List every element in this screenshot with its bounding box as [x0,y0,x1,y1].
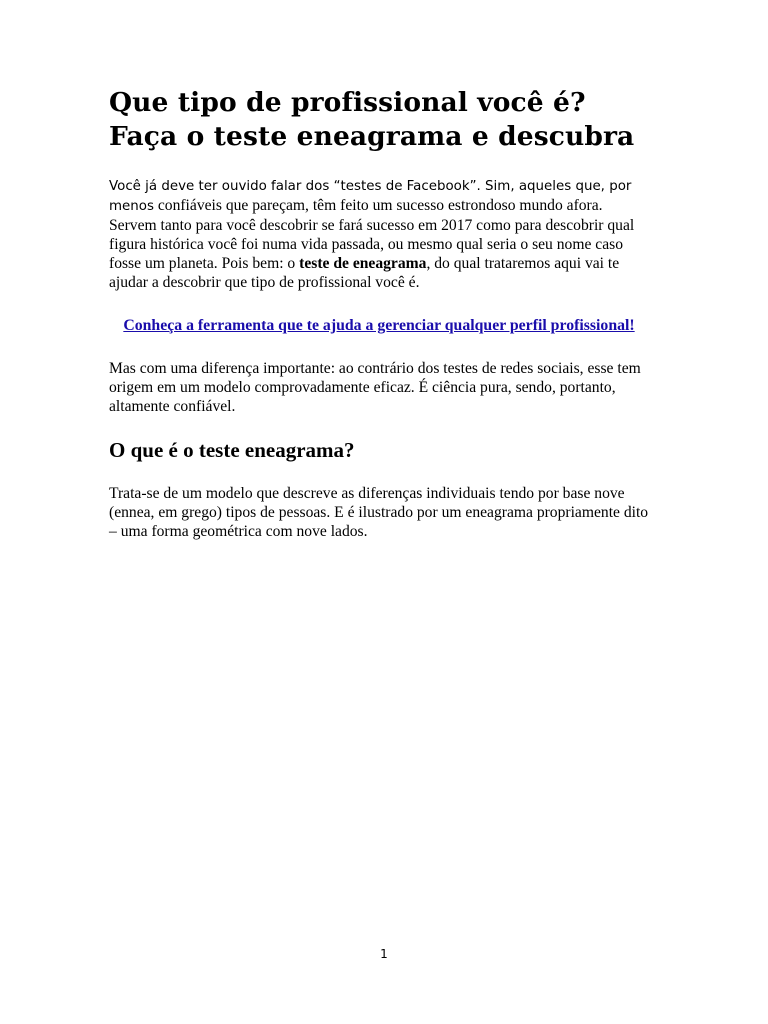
third-paragraph: Trata-se de um modelo que descreve as diferenças individuais tendo por base nove (ennea, em grego) tipos de pessoas. E é ilustrado por um eneagrama propriamente dito – uma forma geométrica com nove lados. [109,485,649,540]
intro-bold-term: teste de eneagrama [299,255,427,272]
article-body [109,86,649,541]
second-paragraph: Mas com uma diferença importante: ao contrário dos testes de redes sociais, esse tem origem em um modelo comprovadamente eficaz. É ciência pura, sendo, portanto, altamente confiável. [109,360,641,415]
article-title: Que tipo de profissional você é? Faça o teste eneagrama e descubra [109,87,635,152]
intro-text-part-1: confiáveis que pareçam, têm feito um sucesso estrondoso mundo afora. Servem tanto para você descobrir se fará sucesso em 2017 como para descobrir qual figura histórica você foi numa vida passada, ou mesmo qual seria o seu nome caso fosse um planeta. Pois bem: o [109,197,635,272]
intro-paragraph [109,176,649,292]
section-heading: O que é o teste eneagrama? [109,438,355,462]
promo-link-block [109,316,649,336]
promo-link[interactable]: Conheça a ferramenta que te ajuda a gerenciar qualquer perfil profissional! [123,317,635,334]
intro-text-part-2: , do qual trataremos aqui vai te ajudar a descobrir que tipo de profissional você é. [109,255,620,291]
page-number: 1 [380,947,388,961]
intro-lead-text: Você já deve ter ouvido falar dos “testes de Facebook”. Sim, aqueles que, por menos [109,179,632,214]
